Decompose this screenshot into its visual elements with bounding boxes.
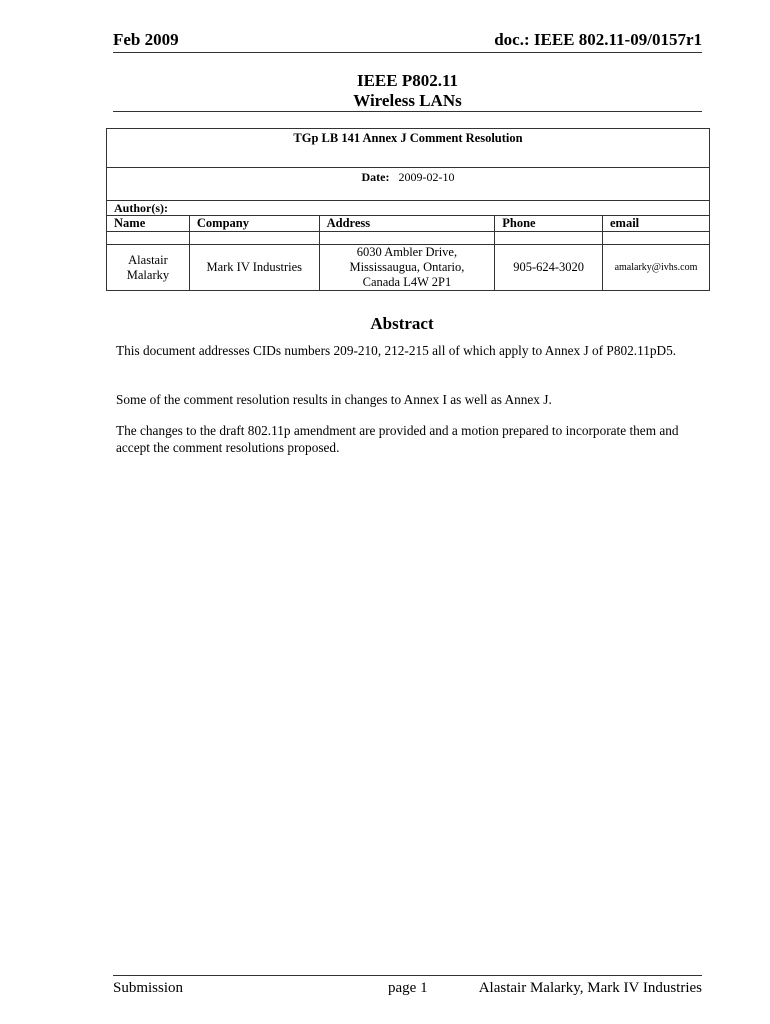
column-header-name: Name (107, 216, 190, 232)
authors-label: Author(s): (107, 201, 710, 216)
footer-page-number: page 1 (388, 980, 428, 996)
standard-name: IEEE P802.11 (356, 71, 459, 90)
author-address: 6030 Ambler Drive, Mississaugua, Ontario, Canada L4W 2P1 (319, 245, 495, 291)
author-name: Alastair Malarky (107, 245, 190, 291)
header-doc-id: doc.: IEEE 802.11-09/0157r1 (494, 30, 702, 49)
abstract-paragraph-1: This document addresses CIDs numbers 209-210, 212-215 all of which apply to Annex J of P802.11pD5. (116, 343, 677, 358)
document-title: TGp LB 141 Annex J Comment Resolution (107, 129, 710, 168)
document-info-table (106, 128, 710, 291)
column-header-company: Company (189, 216, 319, 232)
abstract-paragraph-2: Some of the comment resolution results in changes to Annex I as well as Annex J. (116, 392, 552, 407)
column-header-address: Address (319, 216, 495, 232)
page-footer (113, 975, 702, 1000)
column-header-phone: Phone (495, 216, 603, 232)
abstract-paragraph-3: The changes to the draft 802.11p amendment are provided and a motion prepared to incorporate them and accept the comment resolutions proposed. (116, 423, 679, 455)
header-date: Feb 2009 (113, 30, 179, 49)
column-header-email: email (603, 216, 710, 232)
page-header (113, 28, 702, 53)
abstract-heading: Abstract (370, 314, 434, 333)
footer-author: Alastair Malarky, Mark IV Industries (478, 980, 702, 996)
authors-empty-row (107, 232, 710, 245)
author-company: Mark IV Industries (189, 245, 319, 291)
author-email: amalarky@ivhs.com (603, 245, 710, 291)
standard-subtitle: Wireless LANs (353, 91, 462, 110)
footer-submission: Submission (113, 980, 184, 996)
table-row (107, 245, 710, 291)
date-label: Date: (361, 170, 390, 184)
authors-header-row (107, 216, 710, 232)
standard-title (113, 71, 702, 112)
date-cell (107, 168, 710, 201)
date-value: 2009-02-10 (398, 170, 455, 184)
author-phone: 905-624-3020 (495, 245, 603, 291)
